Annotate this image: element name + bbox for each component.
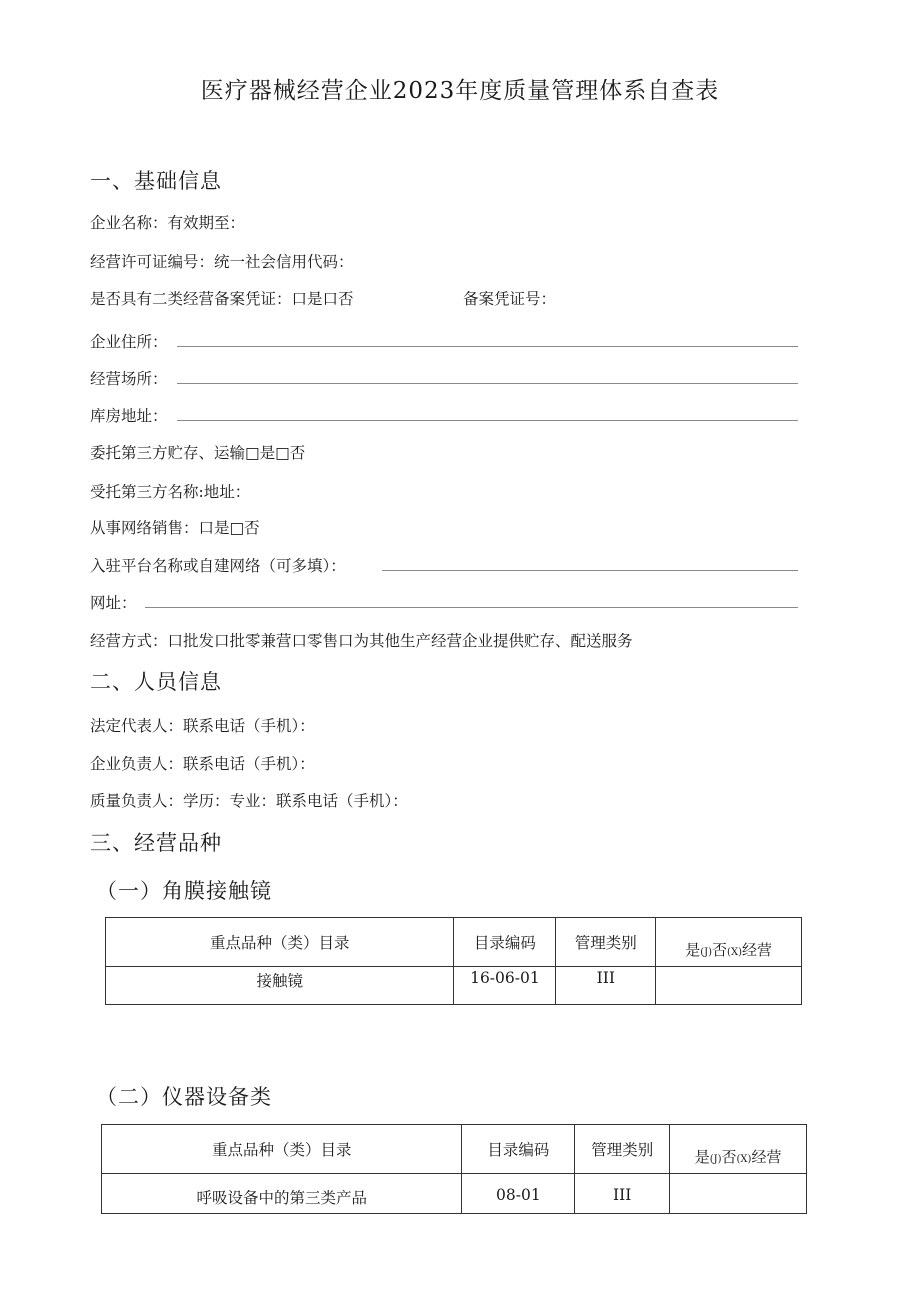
row-code-cell: 08-01 [462, 1174, 575, 1214]
premises-label: 经营场所： [90, 370, 168, 388]
header-cell-code: 目录编码 [454, 918, 556, 967]
table-row [102, 1174, 807, 1214]
header-cell-class: 管理类别 [575, 1125, 670, 1174]
section-heading-business-varieties: 三、经营品种 [90, 831, 222, 855]
license-number-line: 经营许可证编号：统一社会信用代码： [90, 253, 354, 271]
instruments-table [101, 1124, 807, 1214]
business-mode-line: 经营方式：口批发口批零兼营口零售口为其他生产经营企业提供贮存、配送服务 [90, 632, 633, 650]
filing-certificate-number-label: 备案凭证号： [463, 290, 557, 308]
row-code-cell: 16-06-01 [454, 967, 556, 1005]
header-yes-text: 是 [685, 941, 701, 959]
section-heading-personnel: 二、人员信息 [90, 670, 222, 694]
section-heading-basic-info: 一、基础信息 [90, 169, 222, 193]
document-title: 医疗器械经营企业2023年度质量管理体系自查表 [200, 78, 720, 104]
header-no-text: 否 [712, 941, 728, 959]
company-name-line: 企业名称：有效期至： [90, 214, 246, 232]
header-cell-catalog: 重点品种（类）目录 [102, 1125, 462, 1174]
row-catalog-cell: 呼吸设备中的第三类产品 [102, 1174, 462, 1214]
table-header-row [106, 918, 802, 967]
legal-representative-line: 法定代表人：联系电话（手机）： [90, 717, 315, 735]
header-no-mark: (X) [736, 1154, 752, 1165]
header-operate-text: 经营 [741, 941, 772, 959]
subsection-heading-instruments: （二）仪器设备类 [96, 1085, 272, 1109]
header-no-mark: (X) [727, 947, 742, 958]
filing-certificate-line: 是否具有二类经营备案凭证：口是口否 [90, 290, 354, 308]
subsection-heading-contact-lens: （一）角膜接触镜 [96, 879, 272, 903]
header-yes-mark: (J) [709, 1154, 722, 1165]
header-cell-class: 管理类别 [556, 918, 656, 967]
row-class-cell: III [556, 967, 656, 1005]
row-catalog-cell: 接触镜 [106, 967, 454, 1005]
warehouse-label: 库房地址： [90, 407, 168, 425]
residence-label: 企业住所： [90, 333, 168, 351]
url-underline [145, 607, 798, 608]
url-label: 网址： [90, 594, 137, 612]
row-class-cell: III [575, 1174, 670, 1214]
header-no-text: 否 [721, 1148, 737, 1166]
premises-underline [177, 383, 798, 384]
header-cell-code: 目录编码 [462, 1125, 575, 1174]
platform-underline [382, 570, 798, 571]
enterprise-principal-line: 企业负责人：联系电话（手机）： [90, 755, 315, 773]
header-operate-text: 经营 [751, 1148, 782, 1166]
table-header-row [102, 1125, 807, 1174]
platform-label: 入驻平台名称或自建网络（可多填）： [90, 557, 346, 575]
quality-principal-line: 质量负责人：学历：专业：联系电话（手机）： [90, 792, 408, 810]
residence-underline [177, 346, 798, 347]
contact-lens-table [105, 917, 802, 1005]
header-yes-text: 是 [694, 1148, 710, 1166]
header-cell-catalog: 重点品种（类）目录 [106, 918, 454, 967]
header-cell-operate-yes-no [670, 1125, 807, 1174]
header-yes-mark: (J) [700, 947, 713, 958]
third-party-name-line: 受托第三方名称:地址： [90, 483, 251, 501]
consign-third-party-line: 委托第三方贮存、运输□是□否 [90, 444, 306, 462]
warehouse-underline [177, 420, 798, 421]
header-cell-operate-yes-no [656, 918, 802, 967]
row-yes-no-cell[interactable] [670, 1174, 807, 1214]
row-yes-no-cell[interactable] [656, 967, 802, 1005]
online-sales-line: 从事网络销售：口是□否 [90, 519, 260, 537]
table-row [106, 967, 802, 1005]
